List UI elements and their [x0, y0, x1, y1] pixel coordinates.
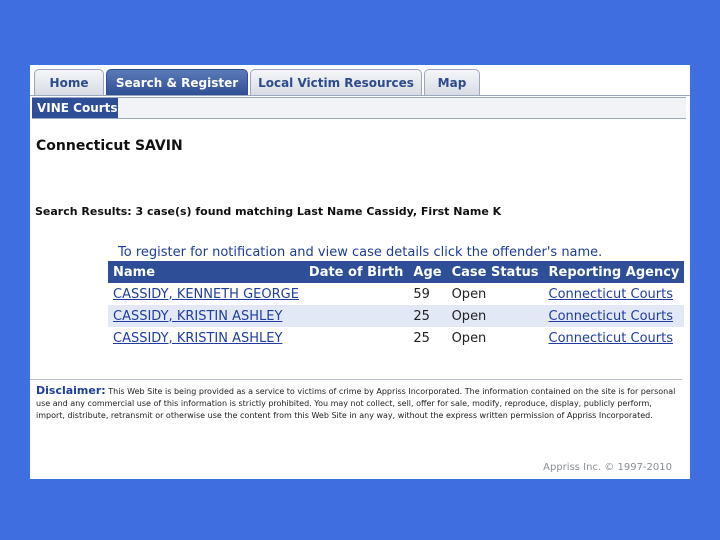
subtab-vine-courts[interactable]: VINE Courts: [32, 98, 118, 118]
offender-name-link[interactable]: CASSIDY, KENNETH GEORGE: [113, 286, 299, 302]
main-nav-tabs: [34, 69, 686, 97]
case-status-cell: Open: [451, 286, 487, 302]
register-instruction: To register for notification and view case details click the offender's name.: [118, 245, 603, 260]
col-header-dob: Date of Birth: [304, 261, 408, 283]
offender-name-link[interactable]: CASSIDY, KRISTIN ASHLEY: [113, 308, 283, 324]
disclaimer: [36, 385, 676, 422]
reporting-agency-link[interactable]: Connecticut Courts: [548, 330, 673, 346]
dob-cell: [304, 327, 408, 349]
table-row: [108, 327, 684, 349]
dob-cell: [304, 283, 408, 305]
tab-search-register[interactable]: Search & Register: [106, 69, 248, 95]
tab-local-victim-resources[interactable]: Local Victim Resources: [250, 69, 422, 95]
col-header-name: Name: [108, 261, 304, 283]
page-title: Connecticut SAVIN: [36, 138, 183, 154]
col-header-age: Age: [408, 261, 446, 283]
col-header-case-status: Case Status: [447, 261, 544, 283]
sub-nav-bar: [32, 97, 686, 119]
case-status-cell: Open: [451, 330, 487, 346]
disclaimer-label: Disclaimer:: [36, 384, 106, 397]
reporting-agency-link[interactable]: Connecticut Courts: [548, 286, 673, 302]
search-results-summary: Search Results: 3 case(s) found matching Last Name Cassidy, First Name K: [35, 205, 502, 218]
table-row: [108, 305, 684, 327]
age-cell: 25: [408, 305, 446, 327]
table-row: [108, 283, 684, 305]
case-results-table: [108, 261, 684, 349]
dob-cell: [304, 305, 408, 327]
case-status-cell: Open: [447, 305, 544, 327]
offender-name-link[interactable]: CASSIDY, KRISTIN ASHLEY: [113, 330, 283, 346]
disclaimer-text: This Web Site is being provided as a service to victims of crime by Appriss Incorporated. The information contained on the site is for personal use and any commercial use of this information is strictly prohibited. You may not collect, sell, offer for sale, modify, reproduce, display, publicly perform, import, distribute, retransmit or otherwise use the content from this Web Site in any way, without the express written permission of Appriss Incorporated.: [36, 387, 676, 420]
reporting-agency-link[interactable]: Connecticut Courts: [548, 308, 673, 324]
tab-divider: [30, 95, 690, 96]
col-header-reporting-agency: Reporting Agency: [544, 261, 685, 283]
tab-map[interactable]: Map: [424, 69, 480, 95]
tab-home[interactable]: Home: [34, 69, 104, 95]
copyright-footer: Appriss Inc. © 1997-2010: [543, 462, 672, 473]
disclaimer-divider: [30, 379, 682, 380]
age-cell: 59: [413, 286, 430, 302]
age-cell: 25: [413, 330, 430, 346]
table-header-row: [108, 261, 684, 283]
browser-page: [30, 65, 690, 479]
